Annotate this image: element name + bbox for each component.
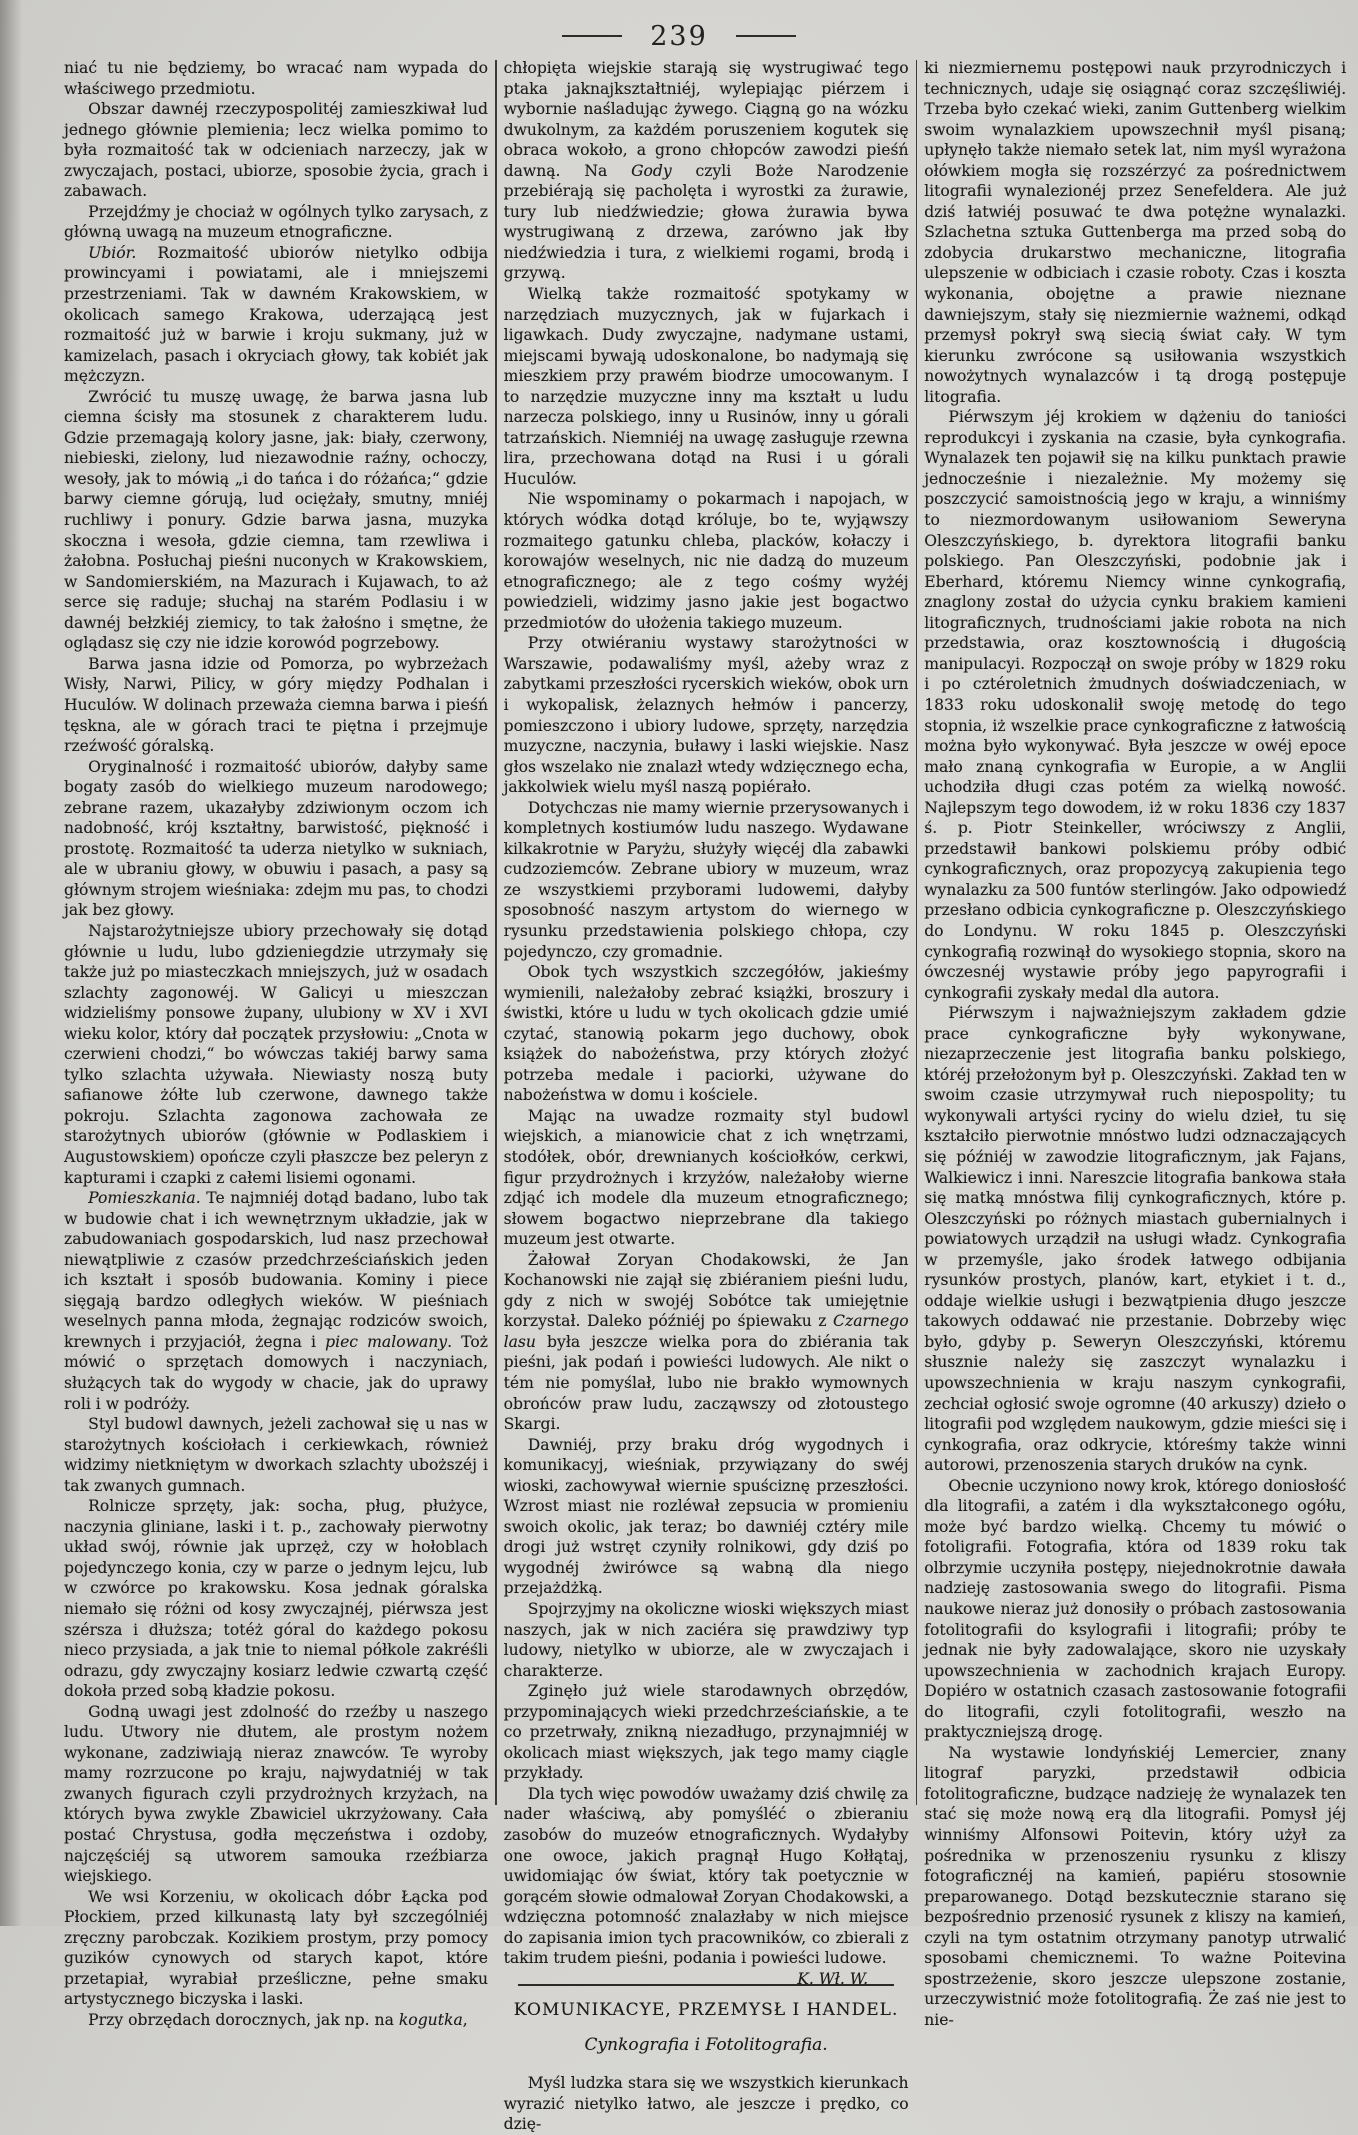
- column-3: [924, 58, 1346, 2031]
- paragraph: Wielką także rozmaitość spotykamy w narzędziach muzycznych, jak w fujarkach i ligawkach. Dudy zwyczajne, nadymane ustami, miejscami bywają udoskonalone, bo nadymają się mieszkiem przy prawém biodrze umocowanym. I to narzędzie muzyczne inny ma kształt u ludu narzecza polskiego, inny u Rusinów, inny u górali tatrzańskich. Niemniéj na uwagę zasługuje rzewna lira, przechowana dotąd na Rusi i u górali Huculów.: [503, 285, 909, 488]
- paragraph: Dotychczas nie mamy wiernie przerysowanych i kompletnych kostiumów ludu naszego. Wydawane kilkakrotnie w Paryżu, służyły więcéj dla zabawki cudzoziemców. Zebrane ubiory w muzeum, wraz ze wszystkiemi przyborami ludowemi, dałyby sposobność naszym artystom do wiernego w rysunku przedstawienia polskiego chłopa, czy pojedynczo, czy gromadnie.: [503, 798, 909, 961]
- paragraph: We wsi Korzeniu, w okolicach dóbr Łącka pod Płockiem, przed kilkunastą laty był szczególniéj zręczny parobczak. Kozikiem prostym, przy pomocy guzików cynowych od starych kapot, które przetapiał, wyrabiał prześliczne, pełne smaku artystycznego biczyska i laski.: [64, 1887, 488, 2009]
- paragraph: Godną uwagi jest zdolność do rzeźby u naszego ludu. Utwory nie dłutem, ale prostym nożem wykonane, zadziwiają nieraz znawców. Te wyroby mamy rozrzucone po kraju, najwydatniéj w tak zwanych figurach czyli przydrożnych krzyżach, na których bywa zwykle Zbawiciel ukrzyżowany. Cała postać Chrystusa, godła męczeństwa i ozdoby, najczęściéj są utworem samouka rzeźbiarza wiejskiego.: [64, 1702, 488, 1886]
- paragraph: Mając na uwadze rozmaity styl budowl wiejskich, a mianowicie chat z ich wnętrzami, stodółek, obór, drewnianych kościołków, cerkwi, figur przydrożnych i krzyżów, należałoby wierne zdjąć ich modele dla muzeum etnograficznego; słowem bogactwo nieprzebrane dla takiego muzeum jest otwarte.: [503, 1106, 909, 1249]
- paragraph: Przy obrzędach dorocznych, jak np. na kogutka,: [88, 2010, 468, 2029]
- paragraph: Oryginalność i rozmaitość ubiorów, dałyby same bogaty zasób do wielkiego muzeum narodowego; zebrane razem, ukazałyby zdziwionym oczom ich nadobność, krój kształtny, barwistość, piękność i prostotę. Rozmaitość ta uderza nietylko w sukniach, ale w ubraniu głowy, w obuwiu i pasach, a pasy są głównym strojem wieśniaka: zdejm mu pas, to chodzi jak bez głowy.: [64, 757, 488, 920]
- paragraph: Barwa jasna idzie od Pomorza, po wybrzeżach Wisły, Narwi, Pilicy, w góry między Podhalan i Huculów. W dolinach przeważa ciemna barwa i pieśń tęskna, ale w górach traci te piętna i przejmuje rzeźwość góralską.: [64, 654, 488, 756]
- paragraph: Najstarożytniejsze ubiory przechowały się dotąd głównie u ludu, lubo gdzieniegdzie utrzymały się także już po miasteczkach mniejszych, już w osadach szlachty zagonowéj. W Galicyi u mieszczan widzieliśmy ponsowe żupany, ulubiony w XV i XVI wieku kolor, który dał początek przysłowiu: „Cnota w czerwieni chodzi,“ bo wówczas takiéj barwy sama tylko szlachta używała. Niewiasty noszą buty safianowe żółte lub czerwone, dawnego także pokroju. Szlachta zagonowa zachowała ze starożytnych ubiorów (głównie w Podlaskiem i Augustowskiem) opończe czyli płaszcze bez peleryn z kapturami i czapki z całemi lisiemi ogonami.: [64, 921, 488, 1187]
- paragraph: Piérwszym i najważniejszym zakładem gdzie prace cynkograficzne były wykonywane, niezaprzeczenie jest litografia banku polskiego, któréj przełożonym był p. Oleszczyński. Zakład ten w swoim czasie utrzymywał ruch niepospolity; tu wykonywali artyści ryciny do wielu dzieł, tu się kształciło pierwotnie mnóstwo ludzi odznaczających się późniéj w zawodzie litograficznym, jak Fajans, Walkiewicz i inni. Nareszcie litografia bankowa stała się matką mnóstwa filij cynkograficznych, które p. Oleszczyński po różnych miastach gubernialnych i powiatowych urządził na usługi władz. Cynkografia w przemyśle, jako środek łatwego odbijania rysunków prostych, planów, kart, etykiet i t. d., oddaje wielkie usługi i bezwątpienia długo jeszcze takowych oddawać nie przestanie. Dobrzeby więc było, gdyby p. Seweryn Oleszczyński, któremu słusznie należy się zaszczyt wynalazku i upowszechnienia w kraju naszym cynkografii, zechciał ogłosić swoje ogromne (40 arkuszy) dzieło o litografii pod względem naukowym, gdzie mieści się i cynkografia, oraz odkrycie, któreśmy także winni autorowi, przenoszenia starych druków na cynk.: [924, 1004, 1347, 1475]
- page-header: [0, 0, 1358, 56]
- paragraph: Przejdźmy je chociaż w ogólnych tylko zarysach, z główną uwagą na muzeum etnograficzne.: [64, 202, 488, 242]
- paragraph: Pomieszkania. Te najmniéj dotąd badano, lubo tak w budowie chat i ich wewnętrznym układzie, jak w zabudowaniach gospodarskich, lud nasz przechował niewątpliwie z czasów przedchrześciańskich jeden ich kształt i sposób budowania. Kominy i piece sięgają bardzo odległych wieków. W pieśniach weselnych panna młoda, żegnając rodziców swoich, krewnych i przyjaciół, żegna i piec malowany. Toż mówić o sprzętach domowych i naczyniach, służących tak do wygody w chacie, jak do uprawy roli i w podróży.: [64, 1189, 488, 1413]
- paragraph: Zginęło już wiele starodawnych obrzędów, przypominających wieki przedchrześciańskie, a te co przetrwały, znikną niezadługo, przynajmniéj w okolicach miast większych, jak tego mamy ciągle przykłady.: [503, 1682, 909, 1783]
- paragraph: Obok tych wszystkich szczegółów, jakieśmy wymienili, należałoby zebrać książki, broszury i świstki, które u ludu w tych okolicach gdzie umié czytać, stanowią pokarm jego duchowy, obok książek do nabożeństwa, przy których złożyć potrzeba medale i paciorki, używane do nabożeństwa w domu i kościele.: [503, 963, 909, 1105]
- author-signature: K. Wł. W.: [797, 1969, 869, 1988]
- paragraph-continuation: niać tu nie będziemy, bo wracać nam wypada do właściwego przedmiotu.: [64, 59, 488, 98]
- paragraph: Styl budowl dawnych, jeżeli zachował się u nas w starożytnych kościołach i cerkiewkach, również widzimy nietkniętym w dworkach szlachty uboższéj i tak zwanych gumnach.: [64, 1415, 488, 1495]
- article-title: Cynkografia i Fotolitografia.: [584, 2035, 828, 2056]
- column-divider-right: [916, 60, 918, 1805]
- header-dash-right: [736, 35, 796, 37]
- header-dash-left: [562, 35, 622, 37]
- paragraph-continuation: ki niezmiernemu postępowi nauk przyrodniczych i technicznych, udaje się osiągnąć coraz szczęśliwiéj. Trzeba było czekać wieki, zanim Guttenberg wielkim swoim wynalazkiem upowszechnił myśl pisaną; upłynęło także niemało setek lat, nim myśl wyrażona ołówkiem mogła się rozszérzyć za pośrednictwem litografii wynalezionéj przez Senefeldera. Ale już dziś łatwiéj posuwać te dwa potężne wynalazki. Szlachetna sztuka Guttenberga ma przed sobą do zdobycia drukarstwo mechaniczne, litografia ulepszenie w odbiciach i czasie roboty. Czas i koszta wykonania, obojętne a prawie nieznane dawniejszym, stały się niezmiernie ważnemi, odkąd przemysł pokrył swą siecią świat cały. W tym kierunku zwrócone są usiłowania wszystkich nowożytnych wynalazców i tą drogą postępuje litografia.: [924, 59, 1347, 406]
- paragraph: Przy otwiéraniu wystawy starożytności w Warszawie, podawaliśmy myśl, ażeby wraz z zabytkami przeszłości rycerskich wieków, obok urn i wykopalisk, żelaznych hełmów i pancerzy, pomieszczono i ubiory ludowe, sprzęty, narzędzia muzyczne, naczynia, buławy i laski wiejskie. Nasz głos wszelako nie znalazł wtedy wdzięcznego echa, jakkolwiek wielu myśl naszą popiérało.: [503, 634, 909, 797]
- paragraph: Rolnicze sprzęty, jak: socha, pług, płużyce, naczynia gliniane, laski i t. p., zachowały pierwotny układ swój, równie jak uprzęż, czy w hołoblach pojedynczego konia, czy w parze o jednym lejcu, lub w czwórce po krakowsku. Kosa jednak góralska niemało się różni od kosy zwyczajnéj, piérwsza jest szérsza i dłuższa; totéż góral do każdego pokosu nieco przysiada, a jak tnie to niemal półkole zakréśli odrazu, gdy zwyczajny kosiarz ledwie czwartą część dokoła przed sobą kładzie pokosu.: [64, 1497, 488, 1701]
- column-divider-left: [495, 60, 497, 1805]
- paragraph: Ubiór. Rozmaitość ubiorów nietylko odbija prowincyami i powiatami, ale i mniejszemi przestrzeniami. Tak w dawném Krakowskiem, w okolicach samego Krakowa, uderzającą jest rozmaitość już w barwie i kroju sukmany, już w kamizelach, pasach i okryciach głowy, tak kobiét jak mężczyzn.: [64, 243, 488, 386]
- paragraph: Zwrócić tu muszę uwagę, że barwa jasna lub ciemna ścisły ma stosunek z charakterem ludu. Gdzie przemagają kolory jasne, jak: biały, czerwony, niebieski, zielony, lud niezawodnie raźny, ochoczy, wesoły, jak to mówią „i do tańca i do różańca;“ gdzie barwy ciemne górują, lud ociężały, smutny, mniéj ruchliwy i ponury. Gdzie barwa jasna, muzyka skoczna i wesoła, gdzie ciemna, tam rzewliwa i żałobna. Posłuchaj pieśni nuconych w Krakowskiem, w Sandomierskiém, na Mazurach i Kujawach, to aż serce się raduje; słuchaj na starém Podlasiu i w dawnéj bełzkiéj ziemicy, to tak żałośno i smętne, że oglądasz się czy nie idzie korowód pogrzebowy.: [64, 387, 488, 653]
- paragraph: Żałował Zoryan Chodakowski, że Jan Kochanowski nie zajął się zbiéraniem pieśni ludu, gdy z nich w swojéj Sobótce tak umiejętnie korzystał. Daleko późniéj po śpiewaku z Czarnego lasu była jeszcze wielka pora do zbiérania tak pieśni, jak podań i powieści ludowych. Ale nikt o tém nie pomyślał, lubo nie brakło wymownych obrońców praw ludu, zacząwszy od złotoustego Skargi.: [503, 1250, 909, 1434]
- paragraph: Obszar dawnéj rzeczypospolitéj zamieszkiwał lud jednego głównie plemienia; lecz wielka pomimo to była rozmaitość tak w odcieniach narzeczy, jak w zwyczajach, postaci, ubiorze, sposobie życia, grach i zabawach.: [64, 100, 488, 201]
- paragraph: Dla tych więc powodów uważamy dziś chwilę za nader właściwą, aby pomyśléć o zbieraniu zasobów do muzeów etnograficznych. Wydałyby one owoce, jakich pragnął Hugo Kołłątaj, uwidomiając ów świat, który tak poetycznie w gorącém słowie odmalował Zoryan Chodakowski, a wdzięczna potomność znalazłaby w nich miejsce do zapisania imion tych pracowników, co zbierali z takim trudem pieśni, podania i powieści ludowe. K. Wł. W.: [503, 1784, 909, 1988]
- paragraph-continuation: chłopięta wiejskie starają się wystrugiwać tego ptaka jaknajkształtniéj, wylepiając piérzem i wybornie naśladując żywego. Ciągną go na wózku dwukolnym, za każdém poruszeniem kogutek się obraca wokoło, a grono chłopców zawodzi pieśń dawną. Na Gody czyli Boże Narodzenie przebiérają się pacholęta i wyrostki za żurawie, tury lub niedźwiedzie; głowa żurawia bywa wystrugiwaną z drzewa, zarówno jak łby niedźwiedzia i tura, z wielkiemi rogami, brodą i grzywą.: [503, 59, 909, 283]
- paragraph: Obecnie uczyniono nowy krok, którego doniosłość dla litografii, a zatém i dla wykształconego ogółu, może być bardzo wielką. Chcemy tu mówić o fotoligrafii. Fotografia, która od 1839 roku tak olbrzymie uczyniła postępy, niejednokrotnie dawała nadzieję zastosowania swego do litografii. Pisma naukowe nieraz już donosiły o próbach zastosowania fotolitografii do ksylografii i litografii; próby te jednak nie były zadowalające, skoro nie uzyskały upowszechnienia w zachodnich krajach Europy. Dopiéro w ostatnich czasach zastosowanie fotografii do litografii, czyli fotolitografii, weszło na praktyczniejszą drogę.: [924, 1476, 1347, 1742]
- section-heading: KOMUNIKACYE, PRZEMYSŁ I HANDEL.: [513, 1999, 899, 2020]
- page-number: 239: [650, 20, 708, 52]
- columns-container: [0, 56, 1358, 2135]
- paragraph: Piérwszym jéj krokiem w dążeniu do taniości reprodukcyi i zyskania na czasie, była cynkografia. Wynalazek ten pojawił się na kilku punktach prawie jednocześnie i niezależnie. My możemy się poszczycić samoistnością jego w kraju, a winniśmy to niezmordowanym usiłowaniom Seweryna Oleszczyńskiego, b. dyrektora litografii banku polskiego. Pan Oleszczyński, podobnie jak i Eberhard, któremu Niemcy winne cynkografią, znaglony został do użycia cynku brakiem kamieni litograficznych, trudnościami jakie robota na nich przedstawia, oraz kosztownością i długością manipulacyi. Rozpoczął on swoje próby w 1829 roku i po cztéroletnich żmudnych doświadczeniach, w 1833 roku udoskonalił swoję metodę do tego stopnia, iż wszelkie prace cynkograficzne z łatwością można było wykonywać. Była jeszcze w owéj epoce mało znaną cynkografia w Europie, a w Anglii uchodziła długi czas potém za wielką nowość. Najlepszym tego dowodem, iż w roku 1836 czy 1837 ś. p. Piotr Steinkeller, wróciwszy z Anglii, przedstawił bankowi polskiemu próby odbić cynkograficznych, oraz propozycyą zakupienia tego wynalazku za 500 funtów sterlingów. Jako odpowiedź przesłano odbicia cynkograficzne p. Oleszczyńskiego do Londynu. W roku 1845 p. Oleszczyński cynkografią rozwinął do wysokiego stopnia, skoro na ówczesnéj wystawie próby jego papyrografii i cynkografii zyskały medal dla autora.: [924, 408, 1347, 1002]
- column-2: [504, 58, 909, 2135]
- column-1: [64, 58, 488, 2031]
- paragraph: Myśl ludzka stara się we wszystkich kierunkach wyrazić nietylko łatwo, ale jeszcze i prędko, co dzię-: [503, 2073, 909, 2134]
- paragraph: Dawniéj, przy braku dróg wygodnych i komunikacyj, wieśniak, przywiązany do swéj wioski, zachowywał wiernie spuściznę przeszłości. Wzrost miast nie rozléwał zepsucia w promieniu swoich okolic, jak teraz; bo dawniéj cztéry mile drogi już wstręt czyniły rolnikowi, gdy dziś po wygodnéj żwirówce są wabną dla niego przejażdżką.: [503, 1435, 909, 1598]
- paragraph: Spojrzyjmy na okoliczne wioski większych miast naszych, jak w nich zaciéra się prawdziwy typ ludowy, nietylko w ubiorze, ale w zwyczajach i charakterze.: [503, 1600, 909, 1680]
- paragraph: Nie wspominamy o pokarmach i napojach, w których wódka dotąd króluje, bo te, wyjąwszy rozmaitego gatunku chleba, placków, kołaczy i korowajów weselnych, nic nie dadzą do muzeum etnograficznego; ale z tego cośmy wyżéj powiedzieli, widzimy jasno jakie jest bogactwo przedmiotów do ułożenia takiego muzeum.: [503, 490, 909, 632]
- paragraph: Na wystawie londyńskiéj Lemercier, znany litograf paryzki, przedstawił odbicia fotolitograficzne, budzące nadzieję że wynalazek ten stać się może nową erą dla litografii. Pomysł jéj winniśmy Alfonsowi Poitevin, który użył za pośrednika w przenoszeniu rysunku z kliszy fotograficznéj na kamień, papiéru stosownie preparowanego. Dotąd bezskutecznie starano się bezpośrednio przenosić rysunek z kliszy na kamień, czyli na tym ostatnim otrzymany panotyp utrwalić sposobami chemicznemi. To ważne Poitevina spostrzeżenie, skoro jeszcze ulepszone zostanie, urzeczywistnić może fotolitografią. Że zaś nie jest to nie-: [924, 1743, 1347, 2029]
